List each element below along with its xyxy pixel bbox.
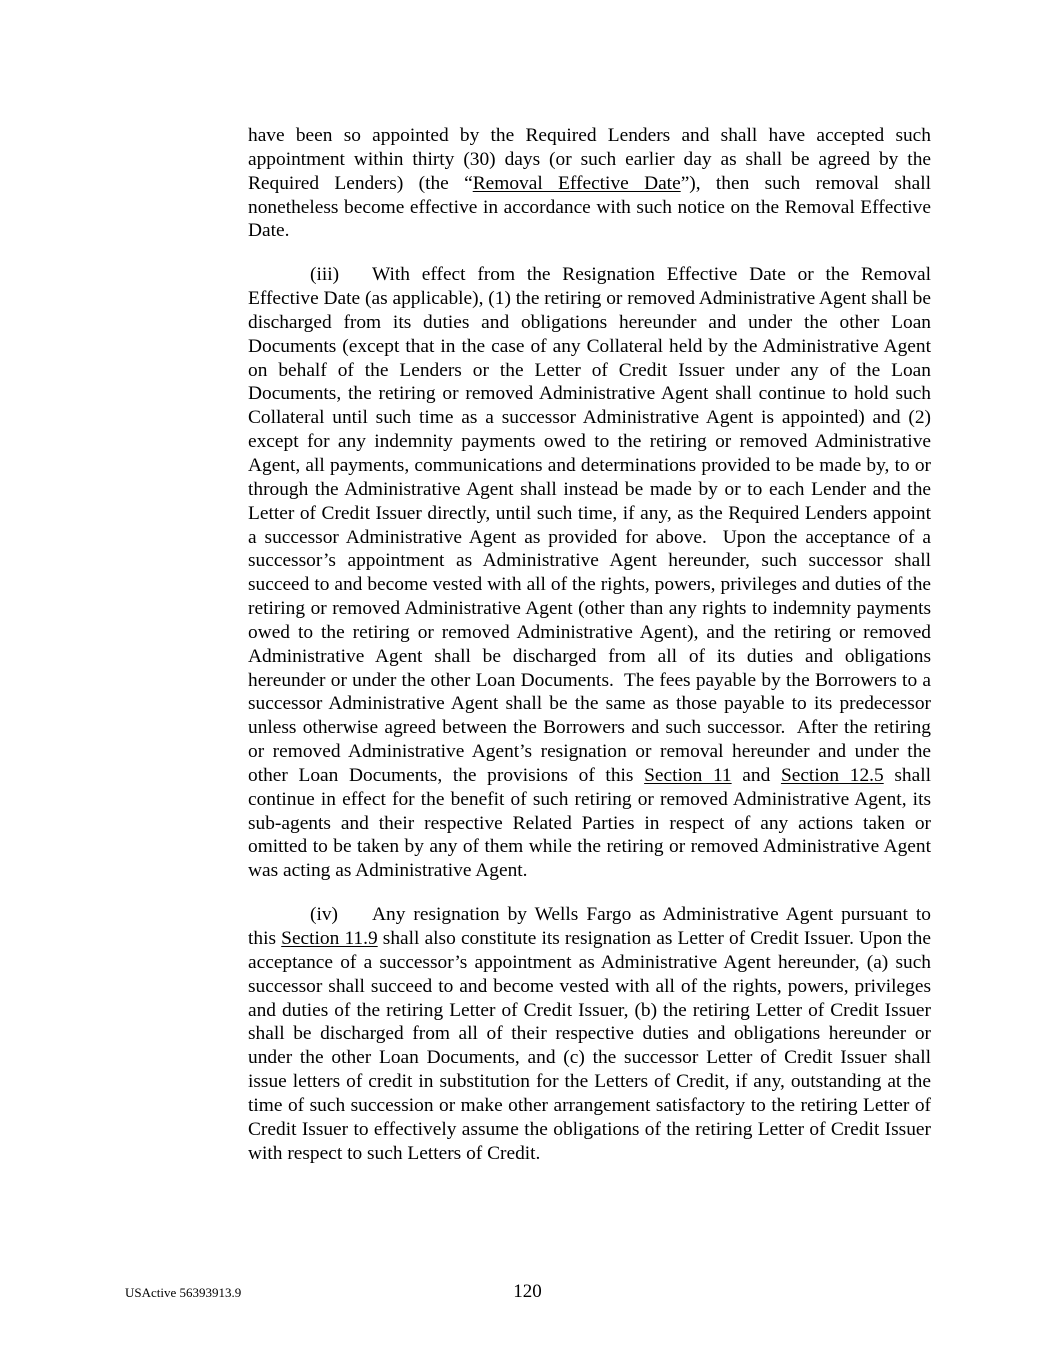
footer-document-id: USActive 56393913.9 bbox=[125, 1285, 242, 1300]
paragraph-text: shall continue in effect for the benefit of such retiring or removed Administrative Agent, its sub-agents and their respective Related Parties in respect of any actions taken or omitted to be taken by any of them while the retiring or removed Administrative Agent was acting as Administrative Agent. bbox=[248, 764, 931, 882]
paragraph-text: and bbox=[731, 764, 781, 786]
footer-page-number: 120 bbox=[513, 1281, 542, 1302]
paragraph-marker-iii: (iii) bbox=[310, 264, 340, 286]
paragraph-iii bbox=[248, 263, 931, 883]
defined-term-removal-effective-date: Removal Effective Date bbox=[472, 172, 681, 194]
section-reference-11-9: Section 11.9 bbox=[281, 928, 378, 949]
paragraph-text: Any resignation by Wells Fargo as Administrative Agent pursuant to this bbox=[248, 904, 931, 949]
section-reference-11: Section 11 bbox=[644, 764, 732, 786]
paragraph-iv bbox=[248, 903, 931, 1165]
section-reference-12-5: Section 12.5 bbox=[780, 764, 884, 786]
paragraph-marker-iv: (iv) bbox=[310, 904, 338, 926]
paragraph-removal-continuation bbox=[248, 124, 931, 243]
paragraph-text: With effect from the Resignation Effective Date or the Removal Effective Date (as applicable), (1) the retiring or removed Administrative Agent shall be discharged from its duties and obligations hereunder and under the other Loan Documents (except that in the case of any Collateral held by the Administrative Agent on behalf of the Lenders or the Letter of Credit Issuer under any of the Loan Documents, the retiring or removed Administrative Agent shall continue to hold such Collateral until such time as a successor Administrative Agent is appointed) and (2) except for any indemnity payments owed to the retiring or removed Administrative Agent, all payments, communications and determinations provided to be made by, to or through the Administrative Agent shall instead be made by or to each Lender and the Letter of Credit Issuer directly, until such time, if any, as the Required Lenders appoint a successor Administrative Agent as provided for above. Upon the acceptance of a successor’s appointment as Administrative Agent hereunder, such successor shall succeed to and become vested with all of the rights, powers, privileges and duties of the retiring or removed Administrative Agent (other than any rights to indemnity payments owed to the retiring or removed Administrative Agent), and the retiring or removed Administrative Agent shall be discharged from all of its duties and obligations hereunder or under the other Loan Documents. The fees payable by the Borrowers to a successor Administrative Agent shall be the same as those payable to its predecessor unless otherwise agreed between the Borrowers and such successor. After the retiring or removed Administrative Agent’s resignation or removal hereunder and under the other Loan Documents, the provisions of this bbox=[248, 264, 931, 786]
paragraph-text: shall also constitute its resignation as Letter of Credit Issuer. Upon the acceptance of a successor’s appointment as Administrative Agent hereunder, (a) such successor shall succeed to and become vested with all of the rights, powers, privileges and duties of the retiring Letter of Credit Issuer, (b) the retiring Letter of Credit Issuer shall be discharged from all of their respective duties and obligations hereunder or under the other Loan Documents, and (c) the successor Letter of Credit Issuer shall issue letters of credit in substitution for the Letters of Credit, if any, outstanding at the time of such succession or make other arrangement satisfactory to the retiring Letter of Credit Issuer to effectively assume the obligations of the retiring Letter of Credit Issuer with respect to such Letters of Credit. bbox=[248, 928, 931, 1164]
paragraph-text: have been so appointed by the Required Lenders and shall have accepted such appointment within thirty (30) days (or such earlier day as shall be agreed by the Required Lenders) (the “ bbox=[248, 125, 931, 194]
document-body bbox=[248, 124, 931, 1185]
paragraph-text: ”), then such removal shall nonetheless become effective in accordance with such notice on the Removal Effective Date. bbox=[248, 172, 931, 242]
